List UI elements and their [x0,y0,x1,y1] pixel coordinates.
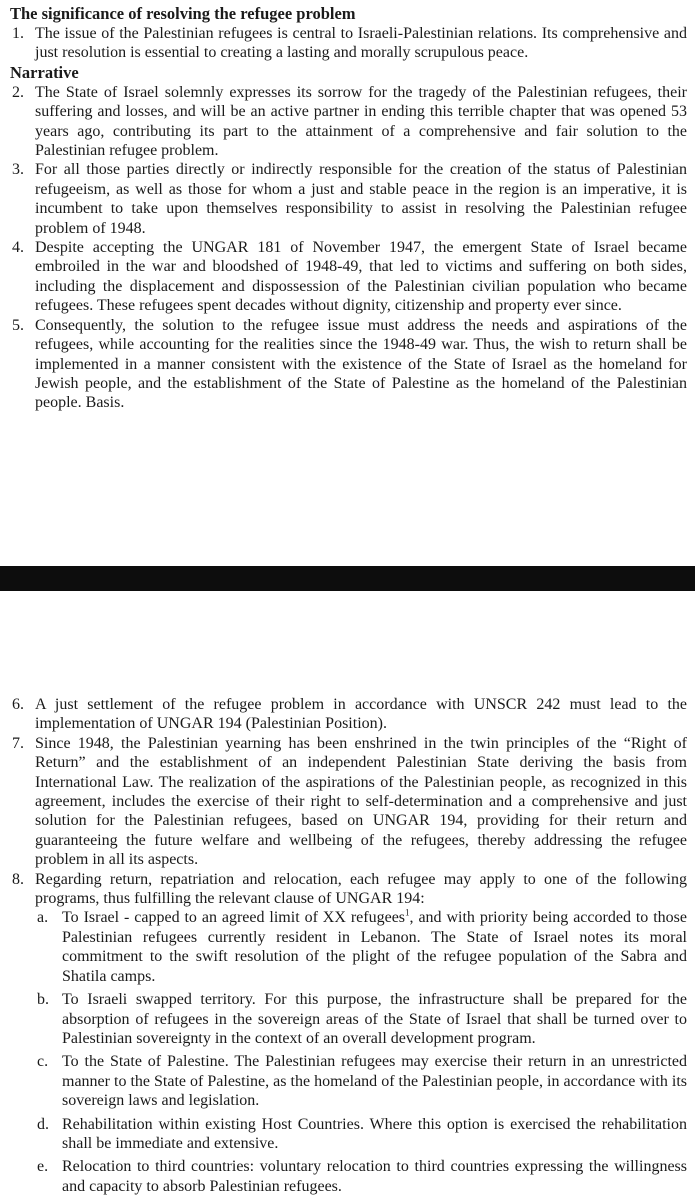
subparagraph-letter: a. [37,909,49,927]
subparagraph-letter: c. [37,1053,49,1071]
subparagraph-text-after: , and with priority being accorded to those Palestinian refugees currently resident in Lebanon. The State of Israel notes its moral commitment to the swift resolution of the plight of the refugee population of the Sabra and Shatila camps. [62,909,687,985]
subparagraph-8c [10,1052,687,1110]
paragraph-number: 3. [12,161,24,179]
paragraph-number: 7. [12,734,24,752]
paragraph-text: The issue of the Palestinian refugees is central to Israeli-Palestinian relations. Its comprehensive and just resolution is essential to creating a lasting and morally scrupulous peace. [35,25,687,62]
paragraph-text: For all those parties directly or indirectly responsible for the creation of the status of Palestinian refugeeism, as well as those for whom a just and stable peace in the region is an imperative, it is incumbent to take upon themselves responsibility to assist in resolving the Palestinian refugee problem of 1948. [35,161,687,237]
paragraph-number: 6. [12,696,24,713]
paragraph-text: The State of Israel solemnly expresses its sorrow for the tragedy of the Palestinian refugees, their suffering and losses, and will be an active partner in ending this terrible chapter that was opened 53 years ago, contributing its part to the attainment of a comprehensive and fair solution to the Palestinian refugee problem. [35,83,687,160]
subparagraph-text: Relocation to third countries: voluntary relocation to third countries expressing the willingness and capacity to absorb Palestinian refugees. [62,1158,687,1195]
paragraph-8 [10,870,687,909]
paragraph-text: Regarding return, repatriation and relocation, each refugee may apply to one of the following programs, thus fulfilling the relevant clause of UNGAR 194: [35,870,687,908]
paragraph-2 [10,83,687,161]
paragraph-text: Despite accepting the UNGAR 181 of November 1947, the emergent State of Israel became embroiled in the war and bloodshed of 1948-49, that led to victims and suffering on both sides, including the displacement and dispossession of the Palestinian civilian population who became refugees. These refugees spent decades without dignity, citizenship and property ever since. [35,239,687,315]
page-separator-bar [0,566,695,591]
paragraph-5 [10,316,687,413]
paragraph-text: Consequently, the solution to the refugee issue must address the needs and aspirations of the refugees, while accounting for the realities since the 1948-49 war. Thus, the wish to return shall be implemented in a manner consistent with the existence of the State of Israel as the homeland for Jewish people, and the establishment of the State of Palestine as the homeland of the Palestinian people. Basis. [35,316,687,412]
paragraph-3 [10,160,687,238]
paragraph-1 [10,24,687,63]
subparagraph-text: To the State of Palestine. The Palestinian refugees may exercise their return in an unrestricted manner to the State of Palestine, as the homeland of the Palestinian people, in accordance with its sovereign laws and legislation. [62,1053,687,1110]
subparagraph-8b [10,990,687,1048]
section-heading-narrative: Narrative [10,62,79,82]
paragraph-7 [10,734,687,870]
page-top-section [0,4,695,413]
footnote-marker[interactable]: 1 [405,908,410,919]
paragraph-text: A just settlement of the refugee problem in accordance with UNSCR 242 must lead to the implementation of UNGAR 194 (Palestinian Position). [35,696,687,733]
subparagraph-text: To Israeli swapped territory. For this purpose, the infrastructure shall be prepared for the absorption of refugees in the sovereign areas of the State of Israel that shall be turned over to Palestinian sovereignty in the context of an overall development program. [62,991,687,1047]
page-bottom-section [0,695,695,1196]
paragraph-6 [10,695,687,734]
paragraph-number: 1. [12,25,24,42]
subparagraph-8e [10,1157,687,1196]
paragraph-number: 2. [12,83,24,101]
paragraph-4 [10,238,687,316]
section-heading-significance: The significance of resolving the refugee problem [10,4,356,23]
subparagraph-text-before: To Israel - capped to an agreed limit of XX refugees [62,909,406,927]
subparagraph-letter: d. [37,1115,49,1133]
subparagraph-letter: e. [37,1158,49,1176]
paragraph-number: 4. [12,239,24,257]
subparagraph-letter: b. [37,991,49,1009]
subparagraph-text: Rehabilitation within existing Host Countries. Where this option is exercised the rehabilitation shall be immediate and extensive. [62,1115,687,1152]
subparagraph-8a [10,908,687,986]
paragraph-text: Since 1948, the Palestinian yearning has been enshrined in the twin principles of the “Right of Return” and the establishment of an independent Palestinian State deriving the basis from International Law. The realization of the aspirations of the Palestinian people, as recognized in this agreement, includes the exercise of their right to self-determination and a comprehensive and just solution for the Palestinian refugees, based on UNGAR 194, providing for their return and guaranteeing the future welfare and wellbeing of the refugees, thereby addressing the refugee problem in all its aspects. [35,734,687,869]
paragraph-number: 5. [12,316,24,334]
paragraph-number: 8. [12,870,24,888]
subparagraph-8d [10,1115,687,1154]
